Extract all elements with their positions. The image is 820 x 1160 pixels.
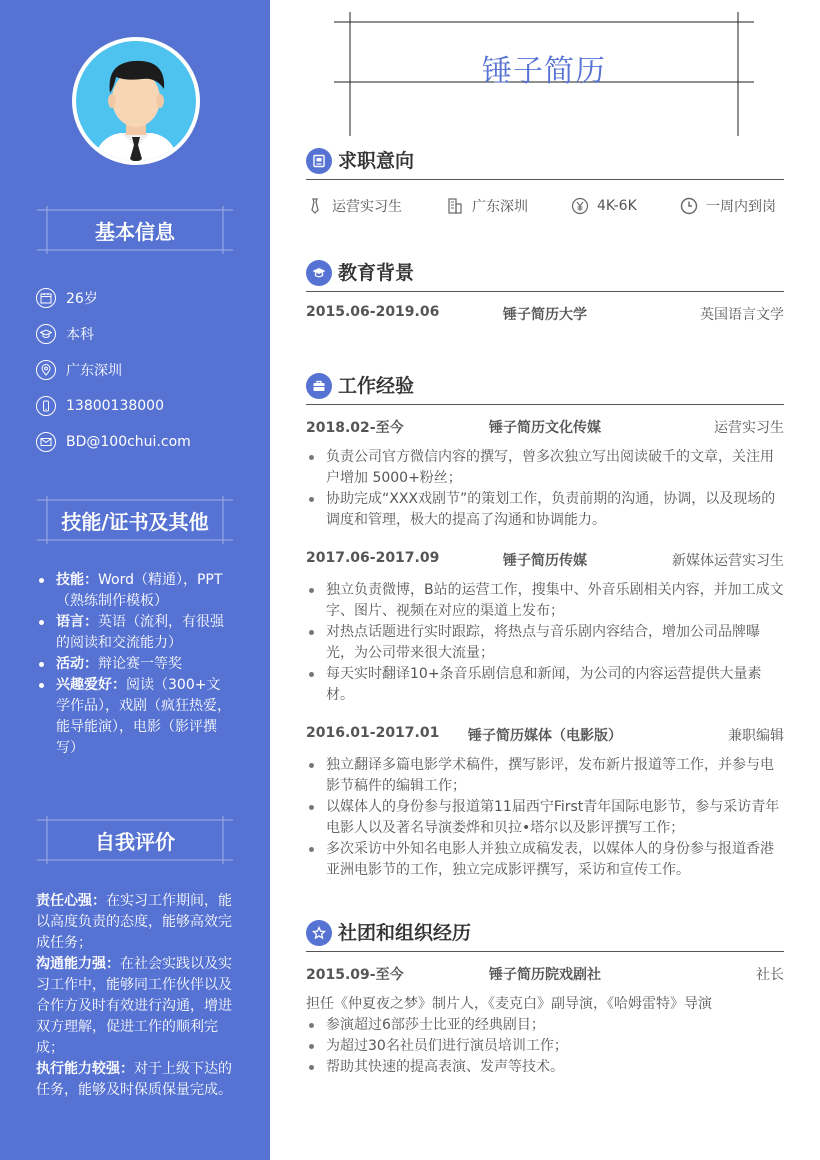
skills-list <box>36 570 234 759</box>
section-work <box>306 369 784 405</box>
intent-availability <box>680 194 776 218</box>
eval-label: 执行能力较强： <box>36 1061 134 1077</box>
self-eval-title <box>37 816 233 864</box>
club-date: 2015.09-至今 <box>306 967 404 983</box>
skill-text: 英语（流利，有很强的阅读和交流能力） <box>56 614 224 651</box>
job-bullets <box>306 580 784 706</box>
skill-item <box>36 612 234 654</box>
building-icon <box>446 197 464 215</box>
intent-salary-text: 4K-6K <box>597 198 637 214</box>
info-location-text: 广东深圳 <box>66 363 122 379</box>
job-company: 锤子简历媒体（电影版） <box>468 728 622 744</box>
basic-info-title <box>37 206 233 254</box>
job-row <box>306 417 784 439</box>
info-item-phone <box>36 388 191 424</box>
resume-doc-icon <box>306 148 332 174</box>
intent-position <box>306 194 402 218</box>
club-bullet: 参演超过6部莎士比亚的经典剧目； <box>306 1015 784 1036</box>
job-bullet: 负责公司官方微信内容的撰写，曾多次独立写出阅读破千的文章，关注用户增加 5000+粉丝； <box>306 447 784 489</box>
job-role: 运营实习生 <box>714 420 784 436</box>
job-role: 新媒体运营实习生 <box>672 553 784 569</box>
info-degree-text: 本科 <box>66 327 94 343</box>
intent-salary <box>571 194 637 218</box>
info-item-age <box>36 280 191 316</box>
job-bullet: 多次采访中外知名电影人并独立成稿发表，以媒体人的身份参与报道香港亚洲电影节的工作，独立完成影评撰写，采访和宣传工作。 <box>306 839 784 881</box>
info-item-location <box>36 352 191 388</box>
section-club <box>306 916 784 952</box>
job-company: 锤子简历传媒 <box>503 553 587 569</box>
job-intent-title: 求职意向 <box>338 150 415 172</box>
skill-item <box>36 654 234 675</box>
avatar-illustration-icon <box>76 41 196 161</box>
job-bullet: 独立负责微博，B站的运营工作，搜集中、外音乐剧相关内容，并加工成文字、图片、视频在对应的渠道上发布； <box>306 580 784 622</box>
intent-city <box>446 194 528 218</box>
job-date: 2017.06-2017.09 <box>306 550 440 566</box>
intent-position-text: 运营实习生 <box>332 199 402 215</box>
eval-label: 责任心强： <box>36 893 106 909</box>
skill-label: 兴趣爱好： <box>56 677 126 693</box>
location-pin-icon <box>36 360 56 380</box>
calendar-icon <box>36 288 56 308</box>
phone-icon <box>36 396 56 416</box>
job-bullet: 对热点话题进行实时跟踪，将热点与音乐剧内容结合，增加公司品牌曝光，为公司带来很大流量； <box>306 622 784 664</box>
job-bullet: 独立翻译多篇电影学术稿件，撰写影评，发布新片报道等工作，并参与电影节稿件的编辑工作； <box>306 755 784 797</box>
section-job-intent <box>306 144 784 180</box>
mail-icon <box>36 432 56 452</box>
basic-info-list <box>36 280 191 460</box>
job-row <box>306 725 784 747</box>
self-eval-title-text: 自我评价 <box>95 829 175 854</box>
job-company: 锤子简历文化传媒 <box>489 420 601 436</box>
resume-title-box <box>334 12 754 136</box>
job-date: 2018.02-至今 <box>306 420 404 436</box>
graduation-cap-icon <box>36 324 56 344</box>
resume-title: 锤子简历 <box>482 54 606 89</box>
job-bullets <box>306 447 784 531</box>
briefcase-icon <box>306 373 332 399</box>
skill-item <box>36 675 234 759</box>
sidebar <box>0 0 270 1160</box>
education-title: 教育背景 <box>338 262 415 284</box>
skill-text: Word（精通），PPT（熟练制作模板） <box>56 572 223 609</box>
job-date: 2016.01-2017.01 <box>306 725 440 741</box>
info-age-text: 26岁 <box>66 291 98 307</box>
skill-item <box>36 570 234 612</box>
club-bullet: 帮助其快速的提高表演、发声等技术。 <box>306 1057 784 1078</box>
job-intent-row <box>306 194 784 218</box>
job-bullet: 协助完成“XXX戏剧节”的策划工作，负责前期的沟通，协调，以及现场的调度和管理，极大的提高了沟通和协调能力。 <box>306 489 784 531</box>
skill-label: 语言： <box>56 614 98 630</box>
education-row <box>306 304 784 326</box>
club-role: 社长 <box>756 967 784 983</box>
club-row <box>306 964 784 986</box>
star-icon <box>306 920 332 946</box>
club-bullet: 为超过30名社员们进行演员培训工作； <box>306 1036 784 1057</box>
job-bullets <box>306 755 784 881</box>
job-row <box>306 550 784 572</box>
avatar <box>72 37 200 165</box>
graduation-cap-icon <box>306 260 332 286</box>
skill-text: 阅读（300+文学作品），戏剧（疯狂热爱，能导能演），电影（影评撰写） <box>56 677 231 756</box>
skills-title <box>37 496 233 544</box>
section-education <box>306 256 784 292</box>
club-title: 社团和组织经历 <box>338 922 472 944</box>
education-school: 锤子简历大学 <box>503 307 587 323</box>
info-email-text: BD@100chui.com <box>66 434 191 450</box>
work-title: 工作经验 <box>338 375 415 397</box>
info-phone-text: 13800138000 <box>66 398 164 414</box>
skill-text: 辩论赛一等奖 <box>98 656 182 672</box>
basic-info-title-text: 基本信息 <box>95 219 175 244</box>
job-bullet: 每天实时翻译10+条音乐剧信息和新闻，为公司的内容运营提供大量素材。 <box>306 664 784 706</box>
eval-text: 在实习工作期间，能以高度负责的态度，能够高效完成任务； <box>36 893 232 951</box>
club-org: 锤子简历院戏剧社 <box>489 967 601 983</box>
eval-label: 沟通能力强： <box>36 956 120 972</box>
intent-city-text: 广东深圳 <box>472 199 528 215</box>
tie-icon <box>306 197 324 215</box>
education-major: 英国语言文学 <box>700 307 784 323</box>
info-item-degree <box>36 316 191 352</box>
clock-icon <box>680 197 698 215</box>
skill-label: 活动： <box>56 656 98 672</box>
yen-icon <box>571 197 589 215</box>
intent-availability-text: 一周内到岗 <box>706 199 776 215</box>
job-bullet: 以媒体人的身份参与报道第11届西宁First青年国际电影节，参与采访青年电影人以及著名导演娄烨和贝拉•塔尔以及影评撰写工作； <box>306 797 784 839</box>
eval-text: 在社会实践以及实习工作中，能够同工作伙伴以及合作方及时有效进行沟通，增进双方理解，促进工作的顺利完成； <box>36 956 232 1056</box>
eval-text: 对于上级下达的任务，能够及时保质保量完成。 <box>36 1061 232 1098</box>
education-date: 2015.06-2019.06 <box>306 304 440 320</box>
skill-label: 技能： <box>56 572 98 588</box>
info-item-email <box>36 424 191 460</box>
job-role: 兼职编辑 <box>728 728 784 744</box>
club-intro: 担任《仲夏夜之梦》制片人，《麦克白》副导演，《哈姆雷特》导演 <box>306 996 712 1012</box>
club-bullets <box>306 1015 784 1078</box>
self-eval-text <box>36 891 236 1101</box>
skills-title-text: 技能/证书及其他 <box>61 509 209 534</box>
